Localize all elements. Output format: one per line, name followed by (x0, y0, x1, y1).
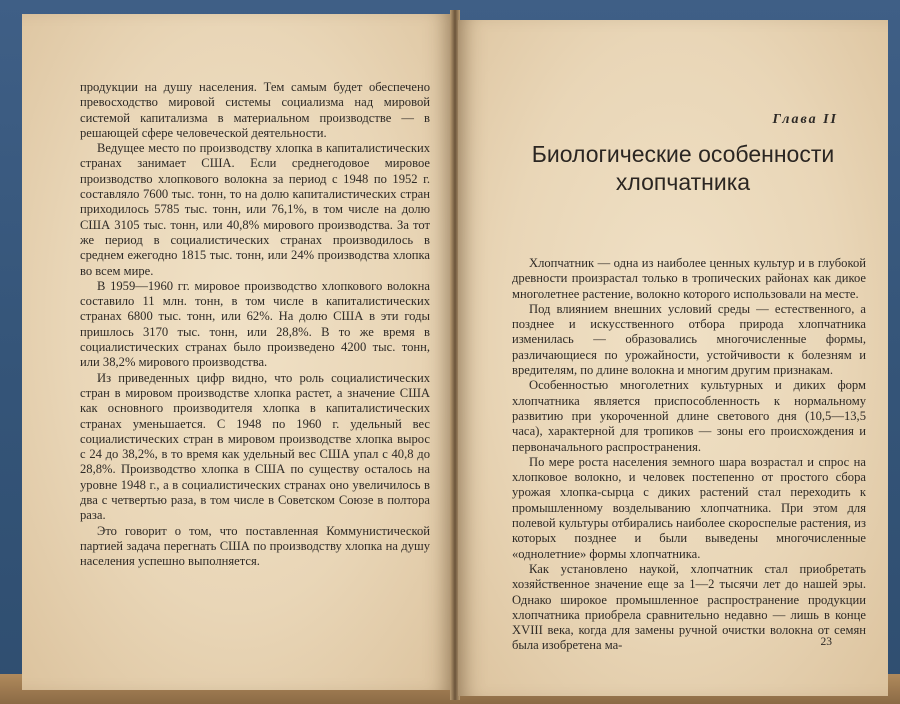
paragraph: Хлопчатник — одна из наиболее ценных культур и в глубокой древности произрастал только в тропических районах как дикое многолетнее растение, волокно которого использовали на месте. (512, 256, 866, 301)
chapter-title (488, 140, 878, 196)
paragraph: В 1959—1960 гг. мировое производство хлопкового волокна составило 11 млн. тонн, в том числе в капиталистических странах 6800 тыс. тонн, или 62%. На долю США в эти годы пришлось 3170 тыс. тонн, или 28,8%. В то же время в социалистических странах было произведено 4200 тыс. тонн, или 38,2% мирового производства. (80, 278, 430, 370)
left-page-text (80, 80, 430, 570)
paragraph: Под влиянием внешних условий среды — естественного, а позднее и искусственного отбора природа хлопчатника изменилась — образовались многочисленные формы, различающиеся по урожайности, устойчивости к болезням и вредителям, по длине волокна и многим другим признакам. (512, 301, 866, 378)
right-page (458, 20, 888, 696)
paragraph: Из приведенных цифр видно, что роль социалистических стран в мировом производстве хлопка растет, а значение США как основного производителя хлопка в капиталистических странах уменьшается. С 1948 по 1960 г. удельный вес социалистических стран в мировом производстве хлопка вырос с 24 до 38,2%, в то время как удельный вес США упал с 40,8 до 28,8%. Производство хлопка в США по существу осталось на уровне 1948 г., а в социалистических странах оно увеличилось в два с четвертью раза, в том числе в Советском Союзе в полтора раза. (80, 370, 430, 523)
page-number: 23 (820, 636, 832, 648)
paragraph: Как установлено наукой, хлопчатник стал приобретать хозяйственное значение еще за 1—2 тысячи лет до нашей эры. Однако широкое промышленное распространение продукции хлопчатника приобрела сравнительно недавно — лишь в конце XVIII века, когда для замены ручной очистки волокна от семян была изобретена ма- (512, 561, 866, 653)
paragraph: Ведущее место по производству хлопка в капиталистических странах занимает США. Если среднегодовое мировое производство хлопкового волокна за период с 1948 по 1952 г. составляло 7600 тыс. тонн, то на долю капиталистических стран приходилось 5785 тыс. тонн, или 76,1%, в том числе на долю США 3105 тыс. тонн, или 40,8% мирового производства. За тот же период в социалистических странах производилось в среднем ежегодно 1815 тыс. тонн, или 24% производства хлопка во всем мире. (80, 141, 430, 278)
paragraph: Особенностью многолетних культурных и диких форм хлопчатника является приспособленность к нормальному развитию при укороченной длине светового дня (10,5—13,5 часа), характерной для тропиков — зоны его происхождения и первоначального распространения. (512, 378, 866, 454)
right-page-text (512, 256, 866, 654)
left-page (22, 14, 454, 690)
chapter-label: Глава II (772, 112, 838, 127)
chapter-title-line: хлопчатника (615, 169, 751, 195)
paragraph: По мере роста населения земного шара возрастал и спрос на хлопковое волокно, и человек постепенно от простого сбора урожая хлопка-сырца с диких растений стал переходить к промышленному возделыванию хлопчатника. При этом для полевой культуры отбирались наиболее скороспелые растения, из которых позднее и были выведены многочисленные «однолетние» формы хлопчатника. (512, 454, 866, 561)
chapter-title-line: Биологические особенности (531, 141, 835, 167)
paragraph: продукции на душу населения. Тем самым будет обеспечено превосходство мировой системы социализма над мировой системой капитализма в материальном производстве — в решающей сфере человеческой деятельности. (80, 80, 430, 140)
paragraph: Это говорит о том, что поставленная Коммунистической партией задача перегнать США по производству хлопка на душу населения успешно выполняется. (80, 523, 430, 569)
